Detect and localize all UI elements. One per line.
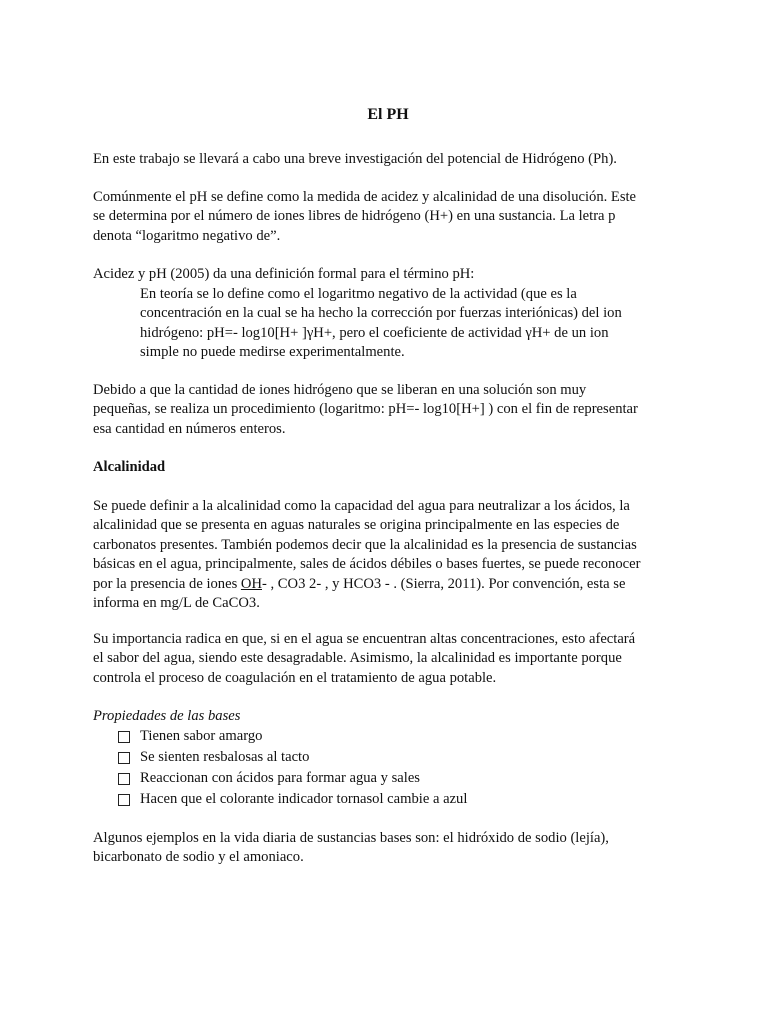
text-line: pequeñas, se realiza un procedimiento (logaritmo: pH=- log10[H+] ) con el fin de representar bbox=[93, 401, 638, 418]
list-item-label: Tienen sabor amargo bbox=[140, 727, 263, 744]
text-line: básicas en el agua, principalmente, sales de ácidos débiles o bases fuertes, se puede reconocer bbox=[93, 556, 641, 573]
text-line: denota “logaritmo negativo de”. bbox=[93, 227, 281, 244]
citation-lead-paragraph: Acidez y pH (2005) da una definición formal para el término pH: bbox=[93, 266, 475, 282]
text-line: Su importancia radica en que, si en el agua se encuentran altas concentraciones, esto afectará bbox=[93, 631, 636, 647]
importance-paragraph bbox=[93, 630, 683, 688]
text-line: simple no puede medirse experimentalmente. bbox=[140, 344, 405, 361]
text-line: esa cantidad en números enteros. bbox=[93, 420, 286, 437]
text-line: se determina por el número de iones libres de hidrógeno (H+) en una sustancia. La letra p bbox=[93, 208, 616, 225]
text-line: Debido a que la cantidad de iones hidrógeno que se liberan en una solución son muy bbox=[93, 382, 587, 398]
oh-hyperlink[interactable]: OH bbox=[240, 575, 262, 592]
text-line: hidrógeno: pH=- log10[H+ ]γH+, pero el coeficiente de actividad γH+ de un ion bbox=[140, 324, 609, 341]
text-run: por la presencia de iones bbox=[93, 575, 241, 592]
text-run: - , CO3 2- , y HCO3 - . (Sierra, 2011). Por convención, esta se bbox=[262, 575, 626, 592]
block-quote bbox=[140, 285, 660, 363]
list-item-label: Se sienten resbalosas al tacto bbox=[140, 748, 310, 765]
properties-list bbox=[118, 726, 618, 810]
text-line: Algunos ejemplos en la vida diaria de sustancias bases son: el hidróxido de sodio (lejía), bbox=[93, 830, 609, 846]
checkbox-icon[interactable] bbox=[118, 794, 130, 806]
checkbox-icon[interactable] bbox=[118, 731, 130, 743]
checkbox-icon[interactable] bbox=[118, 752, 130, 764]
examples-paragraph bbox=[93, 829, 683, 868]
list-item bbox=[118, 768, 618, 789]
text-line bbox=[93, 575, 683, 594]
list-item bbox=[118, 789, 618, 810]
alcalinidad-paragraph bbox=[93, 497, 683, 613]
text-line: el sabor del agua, siendo este desagradable. Asimismo, la alcalinidad es importante porque bbox=[93, 650, 622, 667]
text-line: alcalinidad que se presenta en aguas naturales se origina principalmente en las especies de bbox=[93, 517, 620, 534]
hydrogen-ions-paragraph bbox=[93, 381, 683, 439]
text-line: concentración en la cual se ha hecho la corrección por fuerzas interiónicas) del ion bbox=[140, 305, 622, 322]
text-line: bicarbonato de sodio y el amoniaco. bbox=[93, 849, 304, 866]
text-line: Comúnmente el pH se define como la medida de acidez y alcalinidad de una disolución. Este bbox=[93, 189, 637, 205]
properties-heading: Propiedades de las bases bbox=[93, 708, 241, 724]
list-item-label: Hacen que el colorante indicador tornasol cambie a azul bbox=[140, 790, 468, 807]
text-line: Se puede definir a la alcalinidad como la capacidad del agua para neutralizar a los ácidos, la bbox=[93, 498, 630, 514]
list-item-label: Reaccionan con ácidos para formar agua y sales bbox=[140, 769, 420, 786]
list-item bbox=[118, 747, 618, 768]
section-heading-alcalinidad: Alcalinidad bbox=[93, 459, 166, 475]
text-line: controla el proceso de coagulación en el tratamiento de agua potable. bbox=[93, 669, 497, 686]
text-line: En teoría se lo define como el logaritmo negativo de la actividad (que es la bbox=[140, 286, 577, 302]
ph-definition-paragraph bbox=[93, 188, 683, 246]
text-line: informa en mg/L de CaCO3. bbox=[93, 595, 260, 612]
document-title: El PH bbox=[367, 106, 409, 123]
text-line: carbonatos presentes. También podemos decir que la alcalinidad es la presencia de sustancias bbox=[93, 536, 637, 553]
intro-paragraph: En este trabajo se llevará a cabo una breve investigación del potencial de Hidrógeno (Ph). bbox=[93, 151, 617, 167]
checkbox-icon[interactable] bbox=[118, 773, 130, 785]
list-item bbox=[118, 726, 618, 747]
